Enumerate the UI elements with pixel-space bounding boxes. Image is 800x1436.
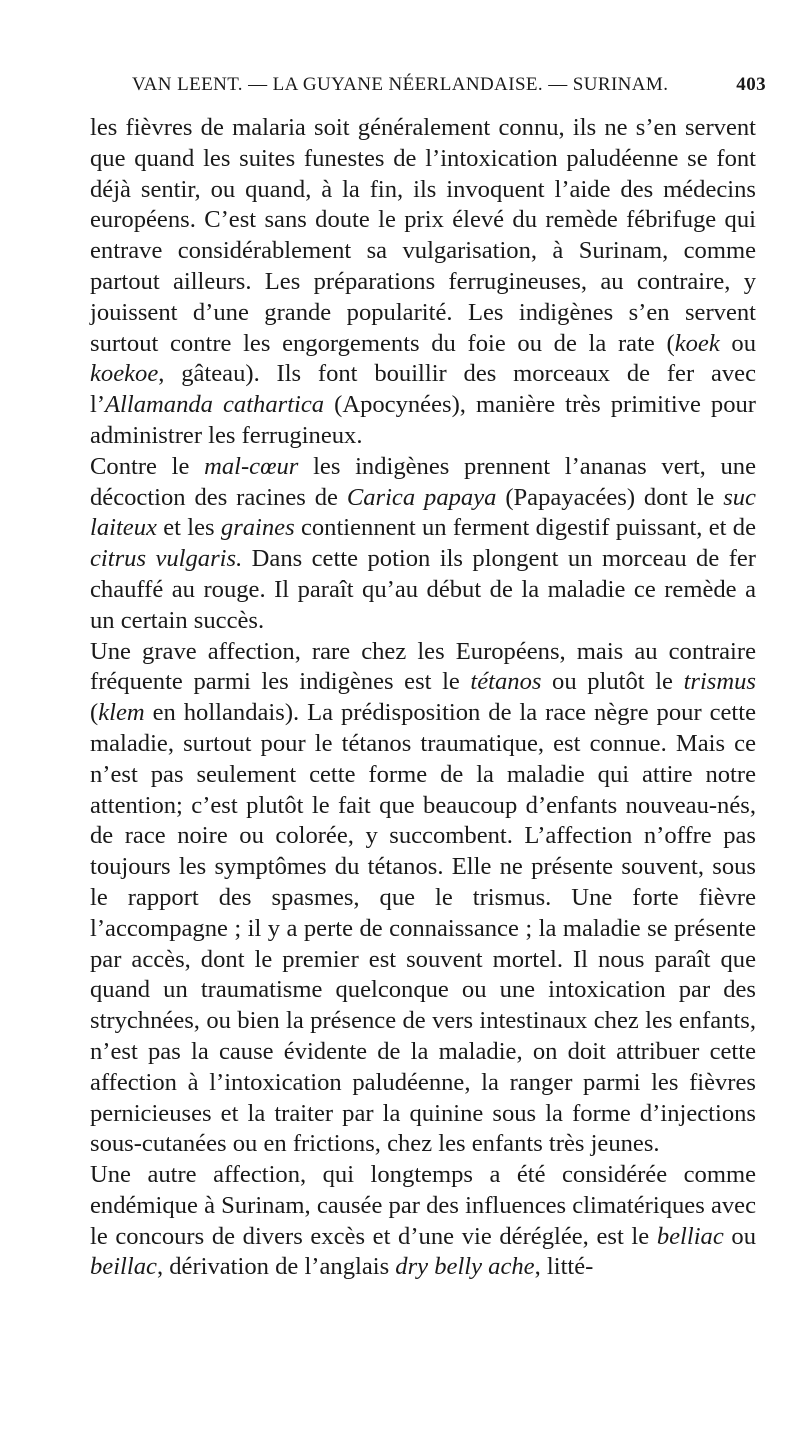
text-run: Dans cette potion ils plongent un morceau de fer chauffé au rouge. Il paraît qu’au début de la maladie ce remède a un certain succès. [90, 545, 756, 634]
italic-term: koek [674, 329, 720, 357]
text-run: les fièvres de malaria soit généralement connu, ils ne s’en servent que quand les suites funestes de l’intoxication paludéenne se font déjà sentir, ou quand, à la fin, ils invoquent l’aide des médecins européens. C’est sans doute le prix élevé du remède fébrifuge qui entrave considérablement sa vulgarisation, à Surinam, comme partout ailleurs. Les préparations ferrugineuses, au contraire, y jouissent d’une grande popularité. Les indigènes s’en servent surtout contre les engorgements du foie ou de la rate ( [90, 114, 756, 357]
text-run: , gâteau). Ils font bouillir des morceaux de fer avec l’ [90, 360, 756, 419]
text-run: et les [156, 514, 221, 542]
italic-term: beillac [90, 1253, 157, 1281]
italic-term: klem [98, 699, 145, 727]
text-run: ou [719, 329, 756, 357]
text-run: ou plutôt le [541, 668, 684, 696]
italic-term: Allamanda cathartica [105, 391, 325, 419]
italic-term: tétanos [470, 668, 542, 696]
text-run: les indigènes prennent l’ananas vert, une décoction des racines de [90, 452, 757, 511]
paragraph-2 [90, 452, 756, 637]
italic-term: citrus vulgaris. [90, 545, 243, 573]
page-number: 403 [736, 74, 766, 95]
paragraph-4 [90, 1160, 756, 1283]
running-title: VAN LEENT. — LA GUYANE NÉERLANDAISE. — SURINAM. [132, 74, 669, 95]
text-run: (Apocynées), manière très primitive pour administrer les ferrugineux. [90, 391, 756, 449]
italic-term: trismus [683, 668, 756, 696]
text-run: en hollandais). La prédisposition de la race nègre pour cette maladie, surtout pour le tétanos traumatique, est connue. Mais ce n’est pas seulement cette forme de la maladie qui attire notre attention; c’est plutôt le fait que beaucoup d’enfants nouveau-nés, de race noire ou colorée, y succombent. L’affection n’offre pas toujours les symptômes du tétanos. Elle ne présente souvent, sous le rapport des spasmes, que le trismus. Une forte fièvre l’accompagne ; il y a perte de connaissance ; la maladie se présente par accès, dont le premier est souvent mortel. Il nous paraît que quand un traumatisme quelconque ou une intoxication par des strychnées, ou bien la présence de vers intestinaux chez les enfants, n’est pas la cause évidente de la maladie, on doit attribuer cette affection à l’intoxication paludéenne, la ranger parmi les fièvres pernicieuses et la traiter par la quinine sous la forme d’injections sous-cutanées ou en frictions, chez les enfants très jeunes. [90, 699, 756, 1158]
italic-term: Carica papaya [346, 483, 497, 511]
text-run: Une grave affection, rare chez les Européens, mais au contraire fréquente parmi les indigènes est le [90, 637, 756, 696]
text-run: ou [723, 1222, 756, 1250]
italic-term: belliac [656, 1222, 724, 1250]
text-run: , litté- [534, 1253, 594, 1281]
paragraph-3 [90, 637, 756, 1161]
body-text [90, 113, 756, 1283]
italic-term: koekoe [90, 360, 159, 388]
text-run: Une autre affection, qui longtemps a été considérée comme endémique à Surinam, causée par des influences climatériques avec le concours de divers excès et d’une vie déréglée, est le [90, 1161, 756, 1250]
running-header [132, 74, 766, 106]
text-run: , dérivation de l’anglais [156, 1253, 396, 1281]
text-run: Contre le [90, 452, 205, 480]
italic-term: dry belly ache [395, 1253, 535, 1281]
italic-term: mal-cœur [204, 452, 299, 480]
italic-term: suc laiteux [90, 483, 756, 542]
paragraph-1 [90, 113, 756, 452]
italic-term: graines [220, 514, 295, 542]
text-run: (Papayacées) dont le [496, 483, 724, 511]
text-run: contiennent un ferment digestif puissant, et de [294, 514, 756, 542]
text-run: ( [90, 699, 99, 727]
